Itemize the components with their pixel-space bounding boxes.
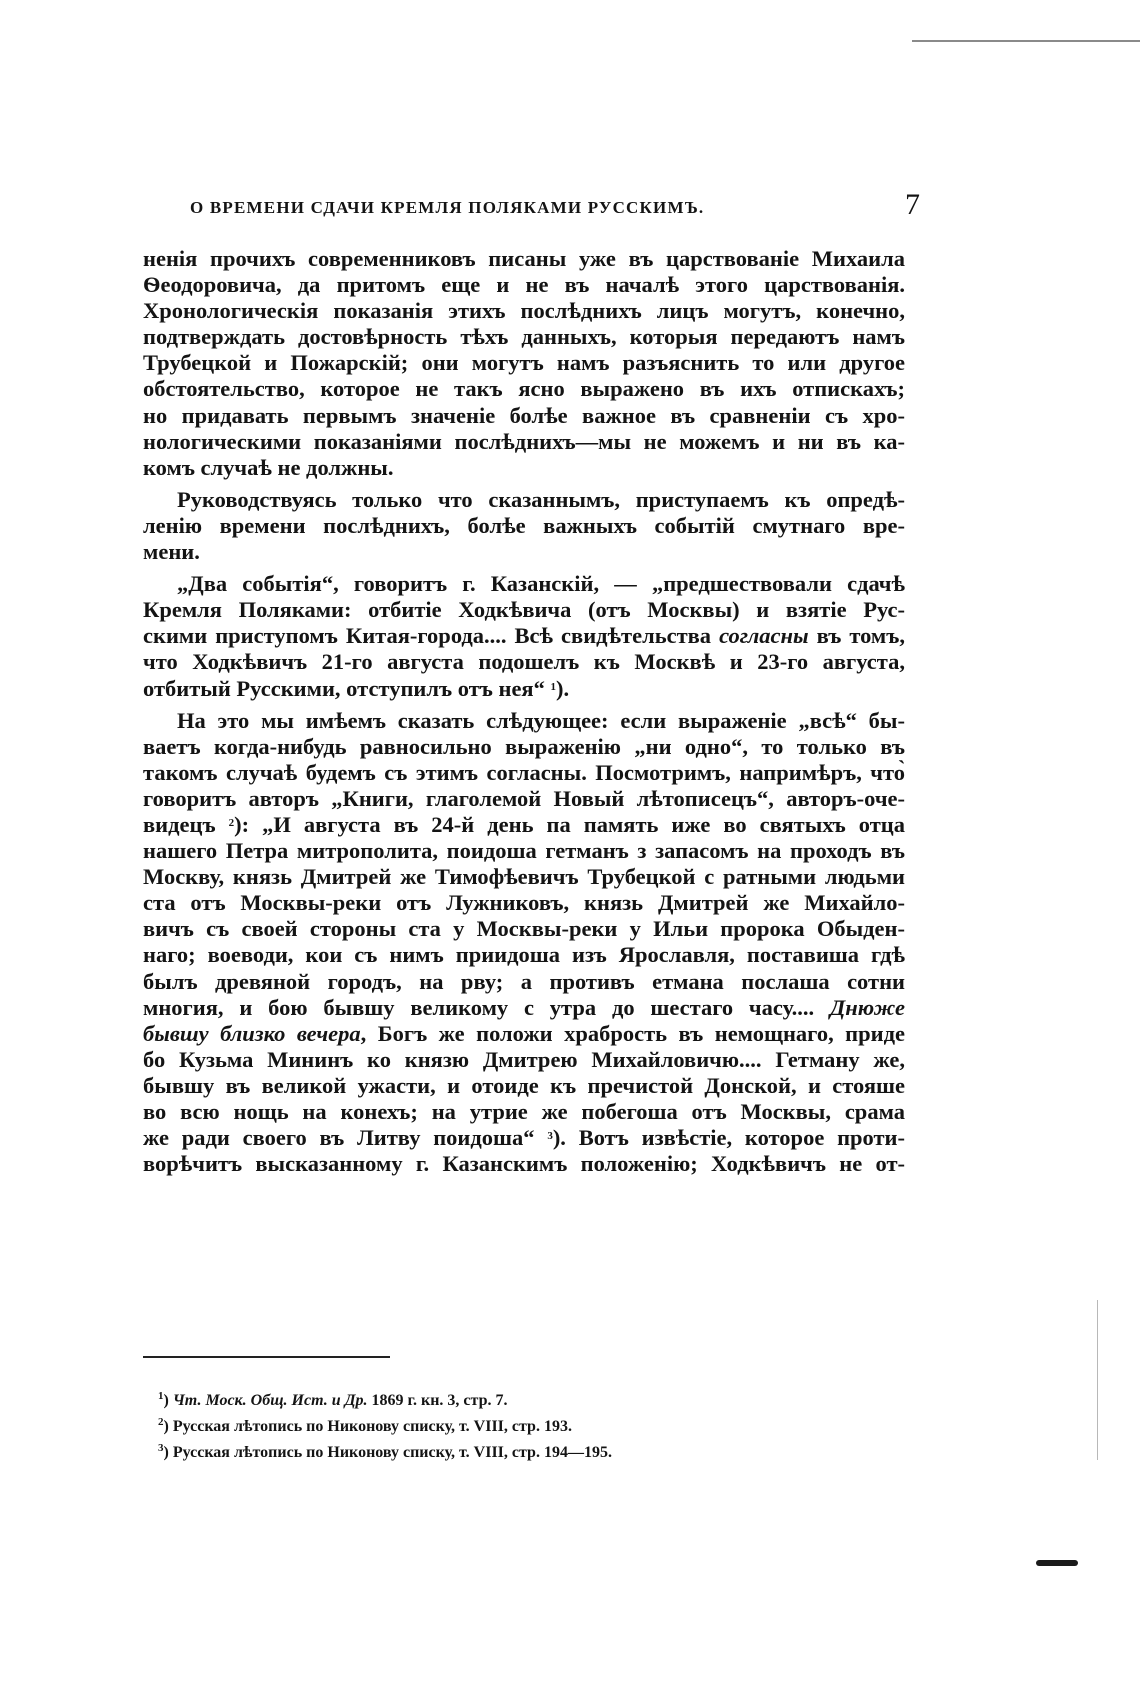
text-line: но придавать первымъ значеніе болѣе важное въ сравненіи съ хро- [143,402,905,428]
text-segment: въ томъ, [808,623,906,649]
footnote-mark: 2 [158,1416,164,1428]
text-line: Трубецкой и Пожарскій; они могутъ намъ разъяснить то или другое [143,350,905,376]
text-segment: же ради своего въ Литву поидоша“ [143,1125,535,1151]
footnote-ref: 1 [550,680,556,693]
text-line: „Два событія“, говоритъ г. Казанскій, — „предшествовали сдачѣ [177,571,905,597]
footnote-mark: 1 [158,1390,164,1402]
paragraph [143,246,905,481]
text-line: комъ случаѣ не должны. [143,454,394,480]
footnote-ref: 3 [547,1130,553,1143]
text-line: Кремля Поляками: отбитіе Ходкѣвича (отъ Москвы) и взятіе Рус- [143,597,905,623]
text-line: подтверждать достовѣрность тѣхъ данныхъ, которыя передаютъ намъ [143,324,905,350]
paragraph [143,571,905,701]
text-line: что Ходкѣвичъ 21-го августа подошелъ къ Москвѣ и 23-го августа, [143,649,905,675]
text-line: нашего Петра митрополита, поидоша гетманъ з запасомъ на проходъ въ [143,838,905,864]
paragraph [143,708,905,1178]
main-text [143,246,905,1183]
text-line [143,623,905,649]
text-line: Руководствуясь только что сказаннымъ, приступаемъ къ опредѣ- [177,486,905,512]
page-number: 7 [905,188,920,221]
text-line: Ѳеодоровича, да притомъ еще и не въ началѣ этого царствованія. [143,272,905,298]
footnote-text: 1869 г. кн. 3, стр. 7. [367,1392,508,1409]
text-segment: ): „И августа въ 24-й день па память иже во святыхъ отца [234,811,906,837]
footnote-rule [143,1356,390,1358]
footnote: $^2$) Русская лѣтопись по Никонову списку, т. VIII, стр. 193. [158,1416,572,1435]
text-segment: отбитый Русскими, отступилъ отъ нея“ [143,675,545,701]
running-title: О ВРЕМЕНИ СДАЧИ КРЕМЛЯ ПОЛЯКАМИ РУССКИМЪ. [190,198,705,217]
footnote: $^1$) Чт. Моск. Общ. Ист. и Др. 1869 г. кн. 3, стр. 7. [158,1390,508,1409]
text-line: обстоятельство, которое не такъ ясно выражено въ ихъ отпискахъ; [143,376,905,402]
text-line: во всю нощь на конехъ; на утрие же побегоша отъ Москвы, срама [143,1099,905,1124]
paragraph [143,487,905,565]
text-line: ста отъ Москвы-реки отъ Лужниковъ, князь Дмитрей же Михайло- [143,890,905,916]
text-segment: ). [555,675,570,701]
text-line: былъ древяной городъ, на рву; а противъ етмана послаша сотни [143,968,905,994]
text-line: Хронологическія показанія этихъ послѣднихъ лицъ могутъ, конечно, [143,298,905,324]
text-line [143,812,905,838]
text-line: ворѣчитъ высказанному г. Казанскимъ положенію; Ходкѣвичъ не от- [143,1151,905,1177]
text-line: бо Кузьма Мининъ ко князю Дмитрею Михайловичю.... Гетману же, [143,1046,905,1072]
running-head [190,190,920,226]
text-line: бывшу въ великой ужасти, и отоиде къ пречистой Донской, и стояше [143,1072,905,1098]
text-line [143,1125,905,1151]
text-segment: ). Вотъ извѣстіе, которое проти- [552,1125,906,1151]
text-line [143,1021,905,1047]
footnote-mark: 3 [158,1442,164,1454]
text-line: мени. [143,539,200,565]
footnote-text: Русская лѣтопись по Никонову списку, т. VIII, стр. 194—195. [168,1444,612,1461]
text-line: такомъ случаѣ будемъ съ этимъ согласны. Посмотримъ, напримѣръ, что̀ [143,759,905,785]
text-line: говоритъ авторъ „Книги, глаголемой Новый лѣтописецъ“, авторъ-оче- [143,785,905,811]
text-line: нологическими показаніями послѣднихъ—мы не можемъ и ни въ ка- [143,428,905,454]
text-line [143,995,905,1021]
text-line: На это мы имѣемъ сказать слѣдующее: если выраженіе „всѣ“ бы- [177,707,905,733]
text-line [143,676,905,702]
text-line: ленію времени послѣднихъ, болѣе важныхъ событій смутнаго вре- [143,512,905,538]
text-line: Москву, князь Дмитрей же Тимофѣевичъ Трубецкой с ратными людьми [143,864,905,890]
text-segment: скими приступомъ Китая-города.... Всѣ свидѣтельства [143,623,712,649]
text-line: наго; воеводи, кои съ нимъ приидоша изъ Ярославля, поставиша гдѣ [143,942,905,968]
text-line: ненія прочихъ современниковъ писаны уже въ царствованіе Михаила [143,246,905,271]
italic-phrase: бывшу близко вечера [143,1020,361,1046]
top-edge-rule [912,40,1140,42]
italic-word: согласны [719,623,809,649]
footnote-text: Русская лѣтопись по Никонову списку, т. VIII, стр. 193. [168,1418,572,1435]
text-segment: многия, и бою бывшу великому с утра до шестаго часу.... [143,994,815,1020]
text-line: ваетъ когда-нибудь равносильно выраженію „ни одно“, то только въ [143,733,905,759]
footnote: $^3$) Русская лѣтопись по Никонову списку, т. VIII, стр. 194—195. [158,1442,612,1461]
text-line: вичъ съ своей стороны ста у Москвы-реки у Ильи пророка Обыден- [143,916,905,942]
italic-word: Днюже [829,994,906,1020]
scan-edge-line [1097,1300,1098,1460]
scan-edge-mark [1036,1560,1078,1566]
text-segment: видецъ [143,811,216,837]
footnotes [158,1388,858,1466]
footnote-ref: 2 [228,816,235,829]
text-segment: , Богъ же положи храбрость въ немощнаго, приде [360,1020,905,1046]
footnote-italic: Чт. Моск. Общ. Ист. и Др. [172,1392,368,1409]
